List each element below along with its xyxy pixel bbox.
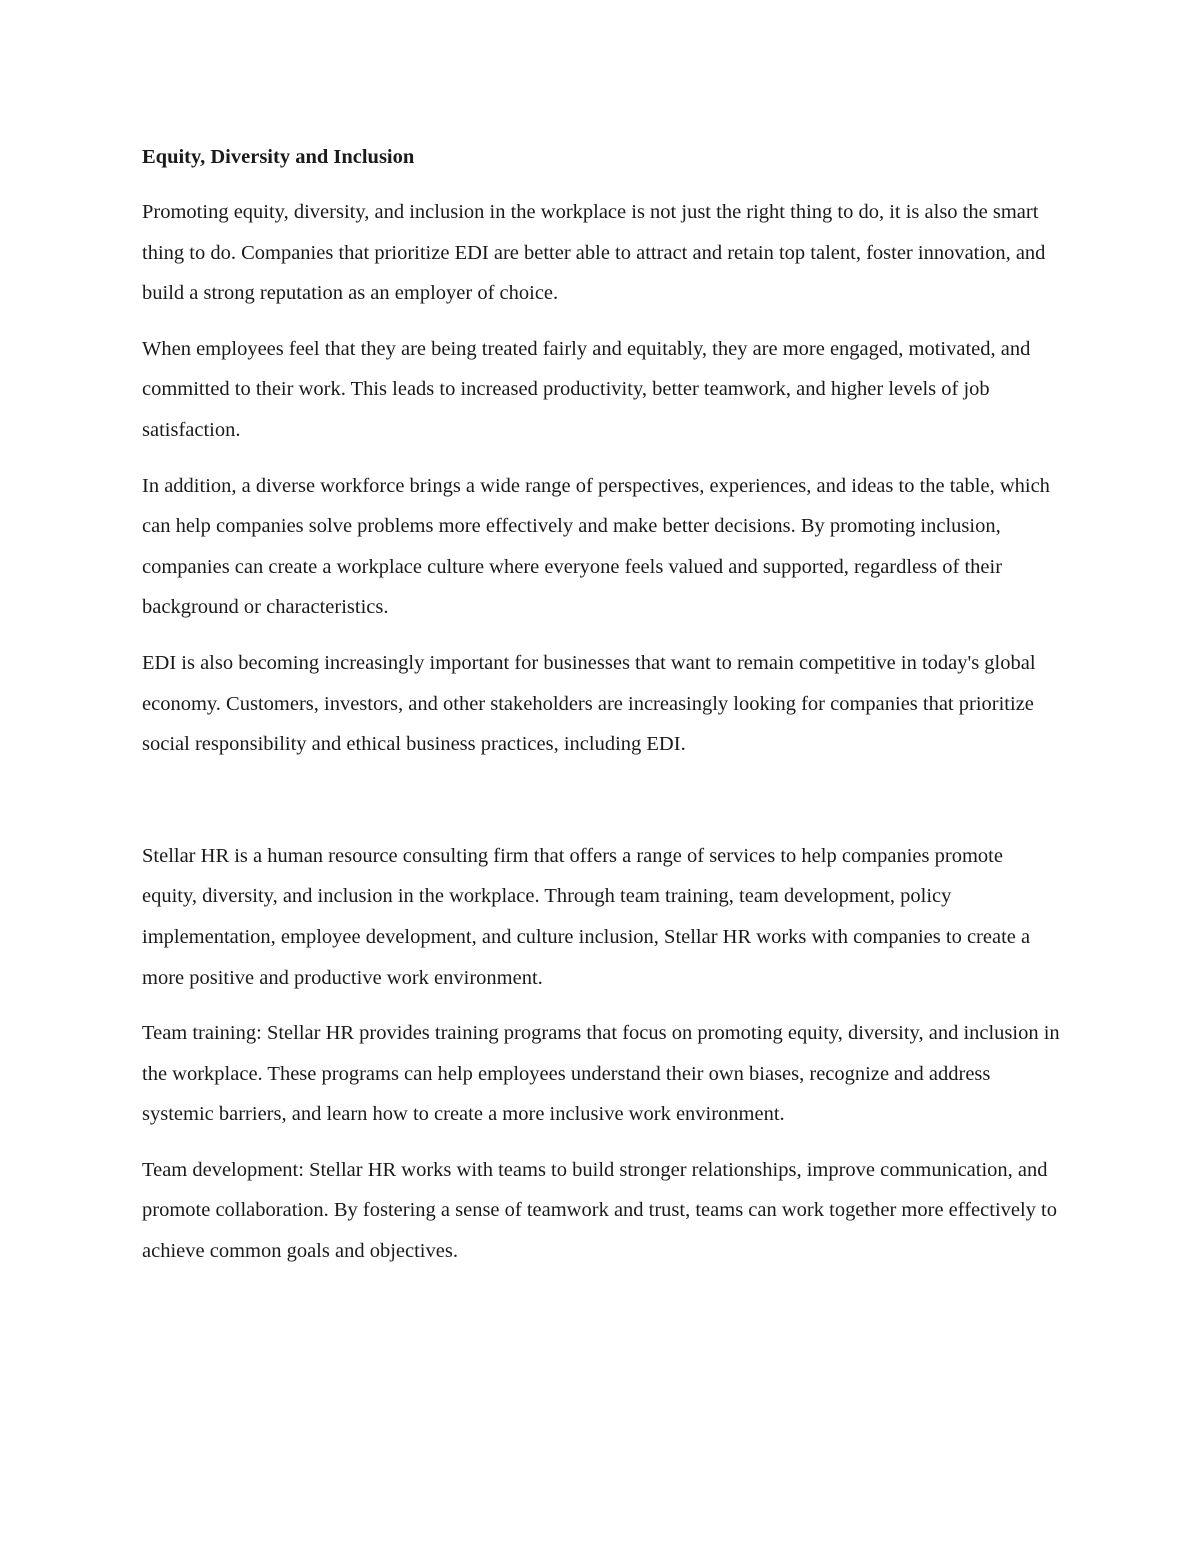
paragraph-employee-engagement: When employees feel that they are being treated fairly and equitably, they are more engaged, motivated, and committed to their work. This leads to increased productivity, better teamwork, and higher levels of job satisfaction. xyxy=(142,337,1031,441)
document-body xyxy=(142,137,1062,1287)
section-spacer xyxy=(142,780,1062,836)
paragraph-edi-smart-choice: Promoting equity, diversity, and inclusion in the workplace is not just the right thing to do, it is also the smart thing to do. Companies that prioritize EDI are better able to attract and retain top talent, foster innovation, and build a strong reputation as an employer of choice. xyxy=(142,201,1046,305)
document-title: Equity, Diversity and Inclusion xyxy=(142,146,415,168)
paragraph-stellar-hr-intro: Stellar HR is a human resource consulting firm that offers a range of services to help companies promote equity, diversity, and inclusion in the workplace. Through team training, team development, policy implementation, employee development, and culture inclusion, Stellar HR works with companies to create a more positive and productive work environment. xyxy=(142,844,1031,989)
paragraph-global-economy: EDI is also becoming increasingly important for businesses that want to remain competitive in today's global economy. Customers, investors, and other stakeholders are increasingly looking for companies that prioritize social responsibility and ethical business practices, including EDI. xyxy=(142,651,1036,756)
paragraph-team-development: Team development: Stellar HR works with teams to build stronger relationships, improve communication, and promote collaboration. By fostering a sense of teamwork and trust, teams can work together more effectively to achieve common goals and objectives. xyxy=(142,1158,1058,1263)
paragraph-team-training: Team training: Stellar HR provides training programs that focus on promoting equity, diversity, and inclusion in the workplace. These programs can help employees understand their own biases, recognize and address systemic barriers, and learn how to create a more inclusive work environment. xyxy=(142,1022,1060,1126)
paragraph-diverse-workforce: In addition, a diverse workforce brings a wide range of perspectives, experiences, and ideas to the table, which can help companies solve problems more effectively and make better decisions. By promoting inclusion, companies can create a workplace culture where everyone feels valued and supported, regardless of their background or characteristics. xyxy=(142,474,1050,619)
